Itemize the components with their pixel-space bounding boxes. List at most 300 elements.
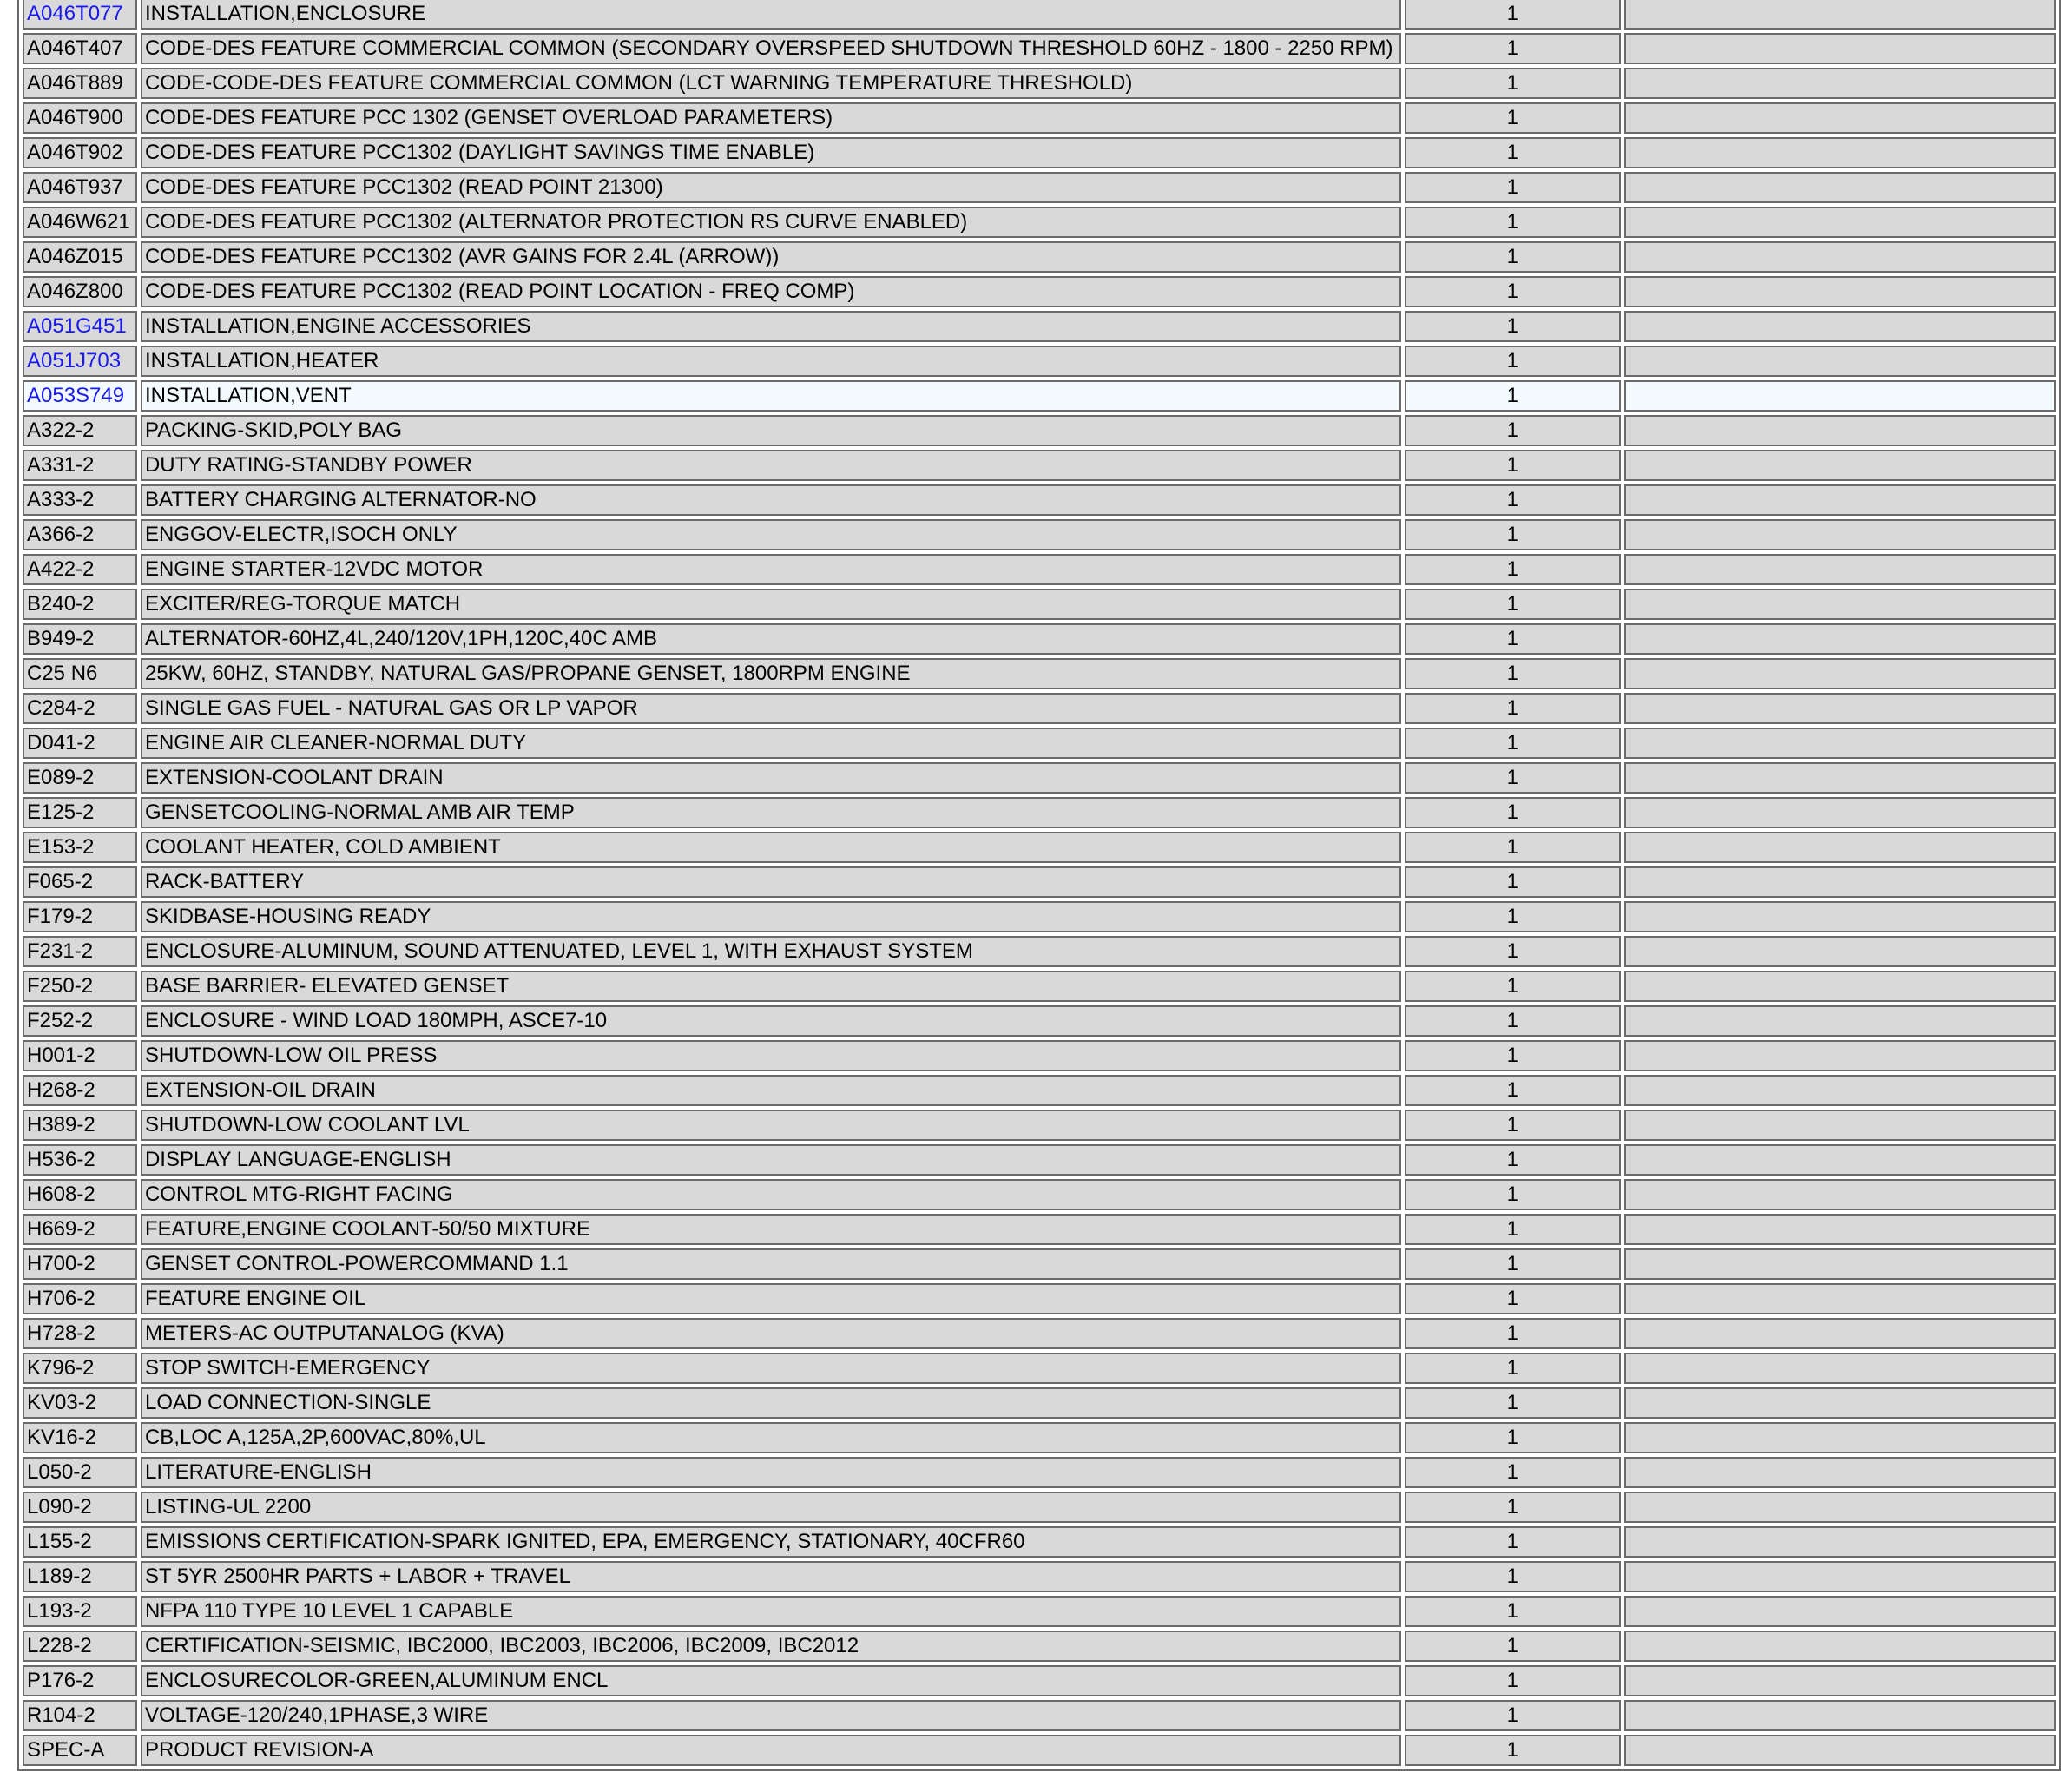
part-quantity: 1: [1405, 1075, 1621, 1106]
part-quantity: 1: [1405, 415, 1621, 446]
part-code-cell: [23, 172, 137, 203]
part-notes-cell: [1624, 554, 2056, 585]
part-code: A046T902: [27, 141, 123, 164]
part-code: L189-2: [27, 1565, 92, 1588]
part-code-cell: [23, 1457, 137, 1488]
table-row: [23, 1179, 2056, 1210]
parts-list-body: [23, 0, 2056, 1766]
part-code: A046T900: [27, 106, 123, 129]
part-description: DISPLAY LANGUAGE-ENGLISH: [141, 1144, 1401, 1176]
table-row: [23, 1457, 2056, 1488]
part-description: PRODUCT REVISION-A: [141, 1735, 1401, 1766]
part-code-cell: [23, 971, 137, 1002]
part-notes-cell: [1624, 901, 2056, 932]
part-code: F252-2: [27, 1009, 94, 1032]
part-notes-cell: [1624, 276, 2056, 307]
part-quantity: 1: [1405, 1179, 1621, 1210]
part-description: CB,LOC A,125A,2P,600VAC,80%,UL: [141, 1422, 1401, 1453]
part-code-cell: [23, 1144, 137, 1176]
table-row: [23, 901, 2056, 932]
table-row: [23, 589, 2056, 620]
part-description: GENSETCOOLING-NORMAL AMB AIR TEMP: [141, 797, 1401, 828]
part-description: INSTALLATION,ENGINE ACCESSORIES: [141, 311, 1401, 342]
part-quantity: 1: [1405, 1561, 1621, 1592]
part-notes-cell: [1624, 1457, 2056, 1488]
part-code: A422-2: [27, 557, 95, 581]
part-code-link[interactable]: A053S749: [27, 384, 125, 407]
part-notes-cell: [1624, 1700, 2056, 1731]
part-code-cell: [23, 484, 137, 516]
part-code: A331-2: [27, 453, 95, 477]
part-code: B949-2: [27, 627, 95, 650]
part-notes-cell: [1624, 1005, 2056, 1037]
part-code-cell: [23, 623, 137, 655]
part-notes-cell: [1624, 1214, 2056, 1245]
part-code: H669-2: [27, 1217, 95, 1241]
part-quantity: 1: [1405, 936, 1621, 967]
part-code-cell: [23, 1631, 137, 1662]
part-quantity: 1: [1405, 1631, 1621, 1662]
part-notes-cell: [1624, 1144, 2056, 1176]
part-code: P176-2: [27, 1669, 95, 1692]
part-code-cell[interactable]: [23, 380, 137, 412]
part-description: LISTING-UL 2200: [141, 1492, 1401, 1523]
part-code: L155-2: [27, 1530, 92, 1553]
part-quantity: 1: [1405, 797, 1621, 828]
table-row: [23, 936, 2056, 967]
part-code: A333-2: [27, 488, 95, 511]
part-code-cell: [23, 866, 137, 898]
part-notes-cell: [1624, 693, 2056, 724]
part-description: ENCLOSURECOLOR-GREEN,ALUMINUM ENCL: [141, 1665, 1401, 1696]
part-notes-cell: [1624, 1422, 2056, 1453]
part-code-cell: [23, 1353, 137, 1384]
part-code: H001-2: [27, 1044, 95, 1067]
part-code-cell: [23, 1214, 137, 1245]
table-row: [23, 380, 2056, 412]
part-notes-cell: [1624, 102, 2056, 134]
part-description: VOLTAGE-120/240,1PHASE,3 WIRE: [141, 1700, 1401, 1731]
part-quantity: 1: [1405, 311, 1621, 342]
table-row: [23, 346, 2056, 377]
part-notes-cell: [1624, 1492, 2056, 1523]
part-description: CERTIFICATION-SEISMIC, IBC2000, IBC2003, IBC2006, IBC2009, IBC2012: [141, 1631, 1401, 1662]
part-notes-cell: [1624, 832, 2056, 863]
part-description: CODE-DES FEATURE COMMERCIAL COMMON (SECONDARY OVERSPEED SHUTDOWN THRESHOLD 60HZ - 1800 - 2250 RPM): [141, 33, 1401, 64]
part-notes-cell: [1624, 415, 2056, 446]
part-code-cell: [23, 1283, 137, 1314]
part-notes-cell: [1624, 1387, 2056, 1419]
part-code-cell: [23, 1492, 137, 1523]
part-description: SHUTDOWN-LOW COOLANT LVL: [141, 1110, 1401, 1141]
part-code: H728-2: [27, 1321, 95, 1345]
part-code: L050-2: [27, 1460, 92, 1484]
part-description: CODE-DES FEATURE PCC1302 (READ POINT 21300): [141, 172, 1401, 203]
table-row: [23, 415, 2056, 446]
part-code-cell[interactable]: [23, 0, 137, 30]
part-code-cell: [23, 450, 137, 481]
table-row: [23, 971, 2056, 1002]
part-quantity: 1: [1405, 1665, 1621, 1696]
table-row: [23, 1110, 2056, 1141]
part-description: CODE-DES FEATURE PCC 1302 (GENSET OVERLOAD PARAMETERS): [141, 102, 1401, 134]
part-code: D041-2: [27, 731, 95, 754]
part-description: SKIDBASE-HOUSING READY: [141, 901, 1401, 932]
part-description: CONTROL MTG-RIGHT FACING: [141, 1179, 1401, 1210]
part-code: F250-2: [27, 974, 94, 998]
part-description: 25KW, 60HZ, STANDBY, NATURAL GAS/PROPANE GENSET, 1800RPM ENGINE: [141, 658, 1401, 689]
part-code: H268-2: [27, 1078, 95, 1102]
part-notes-cell: [1624, 1040, 2056, 1071]
part-code: F231-2: [27, 939, 94, 963]
part-code: E089-2: [27, 766, 95, 789]
table-row: [23, 1665, 2056, 1696]
part-code-cell: [23, 1318, 137, 1349]
part-code-cell: [23, 936, 137, 967]
part-description: CODE-DES FEATURE PCC1302 (AVR GAINS FOR 2.4L (ARROW)): [141, 241, 1401, 273]
part-code: H389-2: [27, 1113, 95, 1136]
table-row: [23, 1075, 2056, 1106]
part-notes-cell: [1624, 484, 2056, 516]
part-code-cell: [23, 207, 137, 238]
part-quantity: 1: [1405, 623, 1621, 655]
table-row: [23, 1005, 2056, 1037]
part-code: H700-2: [27, 1252, 95, 1275]
table-row: [23, 762, 2056, 794]
part-quantity: 1: [1405, 1387, 1621, 1419]
part-quantity: 1: [1405, 866, 1621, 898]
table-row: [23, 241, 2056, 273]
part-code: A046Z800: [27, 280, 123, 303]
part-code: SPEC-A: [27, 1738, 105, 1762]
table-row: [23, 519, 2056, 550]
part-code-cell: [23, 1110, 137, 1141]
part-code: A046T407: [27, 36, 123, 60]
part-quantity: 1: [1405, 1283, 1621, 1314]
part-quantity: 1: [1405, 1457, 1621, 1488]
part-description: CODE-DES FEATURE PCC1302 (DAYLIGHT SAVINGS TIME ENABLE): [141, 137, 1401, 168]
part-code: F179-2: [27, 905, 94, 928]
part-description: ALTERNATOR-60HZ,4L,240/120V,1PH,120C,40C AMB: [141, 623, 1401, 655]
part-code: H706-2: [27, 1287, 95, 1310]
part-code-cell: [23, 1665, 137, 1696]
part-notes-cell: [1624, 866, 2056, 898]
table-row: [23, 137, 2056, 168]
table-row: [23, 1144, 2056, 1176]
table-row: [23, 1040, 2056, 1071]
part-quantity: 1: [1405, 346, 1621, 377]
table-row: [23, 1735, 2056, 1766]
part-code-cell: [23, 415, 137, 446]
table-row: [23, 728, 2056, 759]
part-code-cell: [23, 658, 137, 689]
part-code: A046T889: [27, 71, 123, 95]
table-row: [23, 1248, 2056, 1280]
part-notes-cell: [1624, 1318, 2056, 1349]
part-code: L193-2: [27, 1599, 92, 1623]
table-row: [23, 0, 2056, 30]
table-row: [23, 207, 2056, 238]
part-code-cell[interactable]: [23, 311, 137, 342]
part-code-cell: [23, 137, 137, 168]
part-description: SINGLE GAS FUEL - NATURAL GAS OR LP VAPOR: [141, 693, 1401, 724]
part-notes-cell: [1624, 33, 2056, 64]
part-code: E153-2: [27, 835, 95, 859]
part-notes-cell: [1624, 971, 2056, 1002]
table-row: [23, 1596, 2056, 1627]
part-code-cell: [23, 241, 137, 273]
part-description: ENGGOV-ELECTR,ISOCH ONLY: [141, 519, 1401, 550]
table-row: [23, 693, 2056, 724]
part-code-cell: [23, 1596, 137, 1627]
table-row: [23, 68, 2056, 99]
part-quantity: 1: [1405, 1040, 1621, 1071]
part-code-cell: [23, 68, 137, 99]
part-code-link[interactable]: A051G451: [27, 314, 127, 338]
part-quantity: 1: [1405, 137, 1621, 168]
part-description: ENCLOSURE - WIND LOAD 180MPH, ASCE7-10: [141, 1005, 1401, 1037]
part-notes-cell: [1624, 1561, 2056, 1592]
part-quantity: 1: [1405, 172, 1621, 203]
part-code: A322-2: [27, 418, 95, 442]
part-notes-cell: [1624, 311, 2056, 342]
part-quantity: 1: [1405, 0, 1621, 30]
part-code: A046T937: [27, 175, 123, 199]
part-code: KV03-2: [27, 1391, 97, 1414]
part-code-cell: [23, 797, 137, 828]
part-quantity: 1: [1405, 1005, 1621, 1037]
part-description: METERS-AC OUTPUTANALOG (KVA): [141, 1318, 1401, 1349]
part-notes-cell: [1624, 137, 2056, 168]
part-quantity: 1: [1405, 380, 1621, 412]
part-notes-cell: [1624, 797, 2056, 828]
part-description: FEATURE ENGINE OIL: [141, 1283, 1401, 1314]
part-code-cell: [23, 1005, 137, 1037]
part-quantity: 1: [1405, 1700, 1621, 1731]
part-description: COOLANT HEATER, COLD AMBIENT: [141, 832, 1401, 863]
part-notes-cell: [1624, 68, 2056, 99]
part-code: L228-2: [27, 1634, 92, 1657]
part-quantity: 1: [1405, 1526, 1621, 1558]
part-quantity: 1: [1405, 832, 1621, 863]
table-row: [23, 311, 2056, 342]
part-quantity: 1: [1405, 1353, 1621, 1384]
table-row: [23, 866, 2056, 898]
part-quantity: 1: [1405, 658, 1621, 689]
part-notes-cell: [1624, 589, 2056, 620]
part-code-cell: [23, 554, 137, 585]
part-description: CODE-DES FEATURE PCC1302 (READ POINT LOCATION - FREQ COMP): [141, 276, 1401, 307]
part-quantity: 1: [1405, 484, 1621, 516]
table-row: [23, 1631, 2056, 1662]
part-quantity: 1: [1405, 971, 1621, 1002]
part-code: KV16-2: [27, 1426, 97, 1449]
part-code: C284-2: [27, 696, 95, 720]
part-code-link[interactable]: A051J703: [27, 349, 122, 372]
part-code-cell: [23, 519, 137, 550]
table-row: [23, 276, 2056, 307]
table-row: [23, 33, 2056, 64]
part-code: A046W621: [27, 210, 130, 234]
part-code-cell: [23, 762, 137, 794]
part-description: ENGINE STARTER-12VDC MOTOR: [141, 554, 1401, 585]
part-notes-cell: [1624, 658, 2056, 689]
part-quantity: 1: [1405, 68, 1621, 99]
part-description: EXCITER/REG-TORQUE MATCH: [141, 589, 1401, 620]
part-notes-cell: [1624, 1735, 2056, 1766]
table-row: [23, 623, 2056, 655]
part-description: ST 5YR 2500HR PARTS + LABOR + TRAVEL: [141, 1561, 1401, 1592]
part-code: K796-2: [27, 1356, 95, 1380]
part-code: A046Z015: [27, 245, 123, 268]
table-row: [23, 1283, 2056, 1314]
table-row: [23, 1387, 2056, 1419]
part-description: INSTALLATION,VENT: [141, 380, 1401, 412]
part-code-cell: [23, 1422, 137, 1453]
part-code-cell: [23, 589, 137, 620]
part-code: C25 N6: [27, 662, 98, 685]
part-quantity: 1: [1405, 1248, 1621, 1280]
part-code: A366-2: [27, 523, 95, 546]
part-code-cell: [23, 1735, 137, 1766]
part-description: EMISSIONS CERTIFICATION-SPARK IGNITED, EPA, EMERGENCY, STATIONARY, 40CFR60: [141, 1526, 1401, 1558]
part-description: NFPA 110 TYPE 10 LEVEL 1 CAPABLE: [141, 1596, 1401, 1627]
part-description: EXTENSION-OIL DRAIN: [141, 1075, 1401, 1106]
part-description: SHUTDOWN-LOW OIL PRESS: [141, 1040, 1401, 1071]
part-quantity: 1: [1405, 519, 1621, 550]
part-notes-cell: [1624, 1665, 2056, 1696]
part-code-cell: [23, 901, 137, 932]
part-code-cell: [23, 728, 137, 759]
part-description: CODE-DES FEATURE PCC1302 (ALTERNATOR PROTECTION RS CURVE ENABLED): [141, 207, 1401, 238]
part-description: INSTALLATION,HEATER: [141, 346, 1401, 377]
part-notes-cell: [1624, 380, 2056, 412]
part-quantity: 1: [1405, 33, 1621, 64]
table-row: [23, 1353, 2056, 1384]
part-description: ENGINE AIR CLEANER-NORMAL DUTY: [141, 728, 1401, 759]
part-notes-cell: [1624, 1631, 2056, 1662]
part-code-cell: [23, 102, 137, 134]
table-row: [23, 102, 2056, 134]
part-notes-cell: [1624, 1110, 2056, 1141]
part-code-cell: [23, 1700, 137, 1731]
part-quantity: 1: [1405, 554, 1621, 585]
part-quantity: 1: [1405, 1492, 1621, 1523]
part-quantity: 1: [1405, 1144, 1621, 1176]
table-row: [23, 1492, 2056, 1523]
part-code-link[interactable]: A046T077: [27, 2, 123, 25]
table-row: [23, 1561, 2056, 1592]
part-notes-cell: [1624, 1179, 2056, 1210]
part-quantity: 1: [1405, 1110, 1621, 1141]
table-row: [23, 172, 2056, 203]
part-description: BATTERY CHARGING ALTERNATOR-NO: [141, 484, 1401, 516]
part-quantity: 1: [1405, 241, 1621, 273]
part-code: R104-2: [27, 1703, 95, 1727]
part-notes-cell: [1624, 450, 2056, 481]
part-description: DUTY RATING-STANDBY POWER: [141, 450, 1401, 481]
part-notes-cell: [1624, 1248, 2056, 1280]
part-description: RACK-BATTERY: [141, 866, 1401, 898]
table-row: [23, 658, 2056, 689]
part-description: STOP SWITCH-EMERGENCY: [141, 1353, 1401, 1384]
part-quantity: 1: [1405, 901, 1621, 932]
part-code: F065-2: [27, 870, 94, 893]
part-code: L090-2: [27, 1495, 92, 1519]
part-notes-cell: [1624, 1596, 2056, 1627]
part-code-cell: [23, 693, 137, 724]
part-code-cell: [23, 832, 137, 863]
table-row: [23, 484, 2056, 516]
part-quantity: 1: [1405, 693, 1621, 724]
part-notes-cell: [1624, 172, 2056, 203]
part-quantity: 1: [1405, 1318, 1621, 1349]
part-description: INSTALLATION,ENCLOSURE: [141, 0, 1401, 30]
part-notes-cell: [1624, 519, 2056, 550]
part-notes-cell: [1624, 0, 2056, 30]
table-row: [23, 1526, 2056, 1558]
part-quantity: 1: [1405, 1422, 1621, 1453]
part-notes-cell: [1624, 623, 2056, 655]
part-quantity: 1: [1405, 589, 1621, 620]
part-description: ENCLOSURE-ALUMINUM, SOUND ATTENUATED, LEVEL 1, WITH EXHAUST SYSTEM: [141, 936, 1401, 967]
part-code-cell: [23, 1040, 137, 1071]
part-quantity: 1: [1405, 1214, 1621, 1245]
part-notes-cell: [1624, 1526, 2056, 1558]
part-notes-cell: [1624, 241, 2056, 273]
part-code-cell: [23, 1387, 137, 1419]
part-code: B240-2: [27, 592, 95, 616]
part-quantity: 1: [1405, 762, 1621, 794]
part-code: E125-2: [27, 800, 95, 824]
part-code-cell: [23, 1526, 137, 1558]
part-quantity: 1: [1405, 276, 1621, 307]
part-notes-cell: [1624, 1283, 2056, 1314]
part-notes-cell: [1624, 728, 2056, 759]
part-description: PACKING-SKID,POLY BAG: [141, 415, 1401, 446]
part-quantity: 1: [1405, 1596, 1621, 1627]
part-notes-cell: [1624, 936, 2056, 967]
part-quantity: 1: [1405, 450, 1621, 481]
part-code-cell: [23, 1075, 137, 1106]
part-code-cell: [23, 1248, 137, 1280]
part-code-cell: [23, 1561, 137, 1592]
table-row: [23, 797, 2056, 828]
table-row: [23, 450, 2056, 481]
part-description: EXTENSION-COOLANT DRAIN: [141, 762, 1401, 794]
part-code-cell[interactable]: [23, 346, 137, 377]
table-row: [23, 1214, 2056, 1245]
part-code-cell: [23, 276, 137, 307]
part-description: LITERATURE-ENGLISH: [141, 1457, 1401, 1488]
part-notes-cell: [1624, 207, 2056, 238]
part-notes-cell: [1624, 346, 2056, 377]
part-notes-cell: [1624, 762, 2056, 794]
part-quantity: 1: [1405, 102, 1621, 134]
part-description: CODE-CODE-DES FEATURE COMMERCIAL COMMON (LCT WARNING TEMPERATURE THRESHOLD): [141, 68, 1401, 99]
table-row: [23, 1700, 2056, 1731]
part-quantity: 1: [1405, 1735, 1621, 1766]
part-code-cell: [23, 33, 137, 64]
part-quantity: 1: [1405, 728, 1621, 759]
parts-list-table: [17, 0, 2061, 1771]
part-notes-cell: [1624, 1353, 2056, 1384]
part-description: FEATURE,ENGINE COOLANT-50/50 MIXTURE: [141, 1214, 1401, 1245]
part-code: H608-2: [27, 1183, 95, 1206]
part-code: H536-2: [27, 1148, 95, 1171]
part-description: GENSET CONTROL-POWERCOMMAND 1.1: [141, 1248, 1401, 1280]
part-code-cell: [23, 1179, 137, 1210]
